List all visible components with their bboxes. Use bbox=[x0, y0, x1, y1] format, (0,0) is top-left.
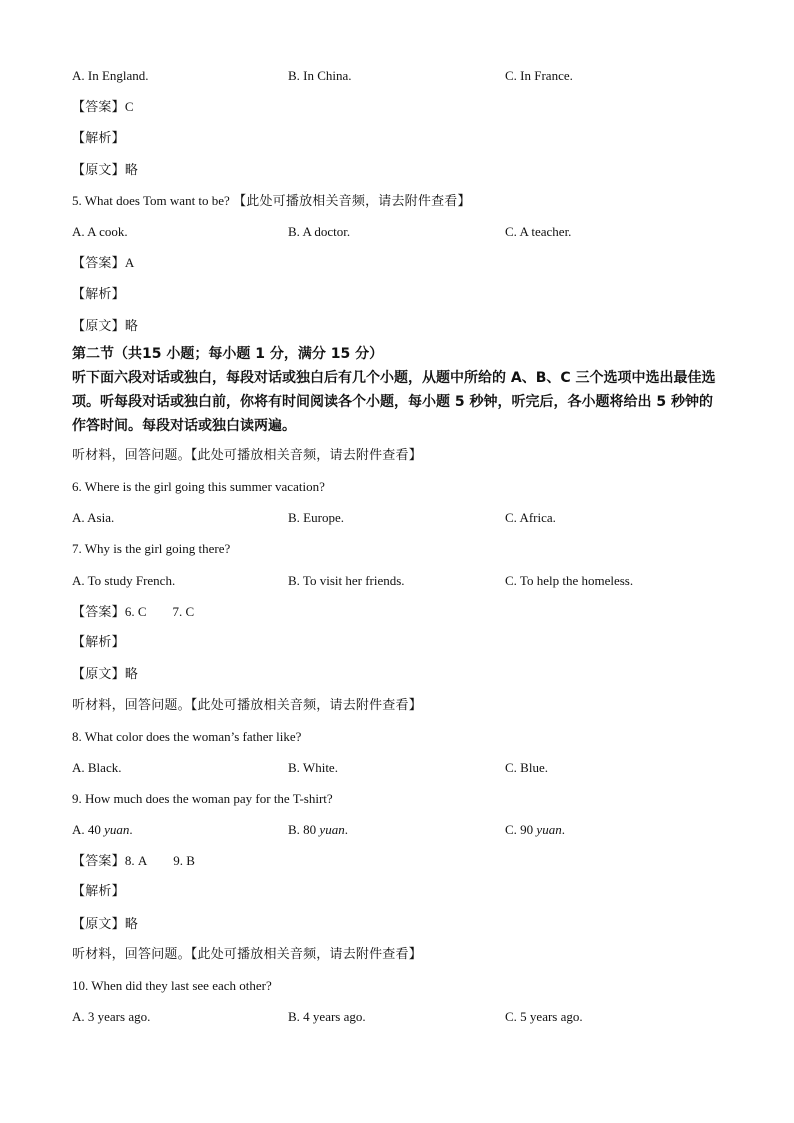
section2-instructions: 听下面六段对话或独白，每段对话或独白后有几个小题，从题中所给的 A、B、C 三个选项中选出最佳选项。听每段对话或独白前，你将有时间阅读各个小题，每小题 5 秒钟，听完后，各小题将给出 5 秒钟的作答时间。每段对话或独白读两遍。 bbox=[72, 370, 716, 434]
q6-stem: 6. Where is the girl going this summer vacation? bbox=[72, 479, 325, 494]
q5-options bbox=[72, 224, 732, 240]
q6-option-a: A. Asia. bbox=[72, 510, 115, 525]
answer-value-1: 6. C bbox=[124, 604, 147, 619]
q10-option-a: A. 3 years ago. bbox=[72, 1009, 151, 1024]
material1-answer bbox=[72, 604, 194, 621]
original-label: 【原文】 bbox=[72, 319, 125, 334]
answer-value-2: 9. B bbox=[173, 853, 195, 868]
q7-option-a: A. To study French. bbox=[72, 573, 176, 588]
q9-option-c: C. 90 yuan. bbox=[505, 822, 565, 837]
q9-stem: 9. How much does the woman pay for the T-shirt? bbox=[72, 791, 333, 806]
q4-option-c: C. In France. bbox=[505, 68, 573, 83]
q6-options bbox=[72, 510, 732, 526]
q8-options bbox=[72, 760, 732, 776]
q4-option-b: B. In China. bbox=[288, 68, 352, 83]
material1-analysis: 【解析】 bbox=[72, 635, 125, 650]
q10-options bbox=[72, 1009, 732, 1025]
material2-original bbox=[72, 916, 138, 933]
material3-intro[interactable]: 听材料，回答问题。【此处可播放相关音频，请去附件查看】 bbox=[72, 947, 422, 962]
q9-option-b: B. 80 yuan. bbox=[288, 822, 348, 837]
q4-option-a: A. In England. bbox=[72, 68, 149, 83]
q5-original bbox=[72, 318, 138, 335]
material1-original bbox=[72, 666, 138, 683]
answer-value: A bbox=[124, 255, 135, 270]
q4-original bbox=[72, 162, 138, 179]
q8-option-b: B. White. bbox=[288, 760, 338, 775]
q5-stem bbox=[72, 193, 471, 210]
answer-label: 【答案】 bbox=[72, 854, 125, 869]
answer-value-2: 7. C bbox=[172, 604, 195, 619]
q5-analysis: 【解析】 bbox=[72, 287, 125, 302]
q6-option-b: B. Europe. bbox=[288, 510, 344, 525]
q8-option-a: A. Black. bbox=[72, 760, 122, 775]
q7-option-c: C. To help the homeless. bbox=[505, 573, 634, 588]
answer-label: 【答案】 bbox=[72, 100, 125, 115]
q7-option-b: B. To visit her friends. bbox=[288, 573, 405, 588]
material2-analysis: 【解析】 bbox=[72, 884, 125, 899]
material1-intro[interactable]: 听材料，回答问题。【此处可播放相关音频，请去附件查看】 bbox=[72, 448, 422, 463]
material2-answer bbox=[72, 853, 195, 870]
q9-option-a: A. 40 yuan. bbox=[72, 822, 133, 837]
material2-intro[interactable]: 听材料，回答问题。【此处可播放相关音频，请去附件查看】 bbox=[72, 698, 422, 713]
q5-option-a: A. A cook. bbox=[72, 224, 128, 239]
answer-label: 【答案】 bbox=[72, 605, 125, 620]
original-value: 略 bbox=[124, 667, 139, 682]
q6-option-c: C. Africa. bbox=[505, 510, 556, 525]
original-label: 【原文】 bbox=[72, 667, 125, 682]
q8-stem: 8. What color does the woman’s father like? bbox=[72, 729, 302, 744]
q10-option-b: B. 4 years ago. bbox=[288, 1009, 366, 1024]
section2-title: 第二节（共15 小题；每小题 1 分，满分 15 分） bbox=[72, 346, 384, 362]
q7-options bbox=[72, 573, 732, 589]
audio-link[interactable]: 【此处可播放相关音频，请去附件查看】 bbox=[233, 194, 471, 209]
q5-option-b: B. A doctor. bbox=[288, 224, 351, 239]
original-value: 略 bbox=[124, 319, 139, 334]
q8-option-c: C. Blue. bbox=[505, 760, 548, 775]
original-label: 【原文】 bbox=[72, 917, 125, 932]
answer-label: 【答案】 bbox=[72, 256, 125, 271]
question-text: 5. What does Tom want to be? bbox=[72, 193, 230, 208]
original-value: 略 bbox=[124, 917, 139, 932]
original-label: 【原文】 bbox=[72, 163, 125, 178]
q7-stem: 7. Why is the girl going there? bbox=[72, 541, 231, 556]
answer-value: C bbox=[124, 99, 134, 114]
q10-stem: 10. When did they last see each other? bbox=[72, 978, 272, 993]
q4-answer bbox=[72, 99, 133, 116]
original-value: 略 bbox=[124, 163, 139, 178]
q4-analysis: 【解析】 bbox=[72, 131, 125, 146]
answer-value-1: 8. A bbox=[124, 853, 148, 868]
q5-option-c: C. A teacher. bbox=[505, 224, 572, 239]
q10-option-c: C. 5 years ago. bbox=[505, 1009, 583, 1024]
q4-options bbox=[72, 68, 732, 84]
q5-answer bbox=[72, 255, 134, 272]
q9-options bbox=[72, 822, 732, 838]
